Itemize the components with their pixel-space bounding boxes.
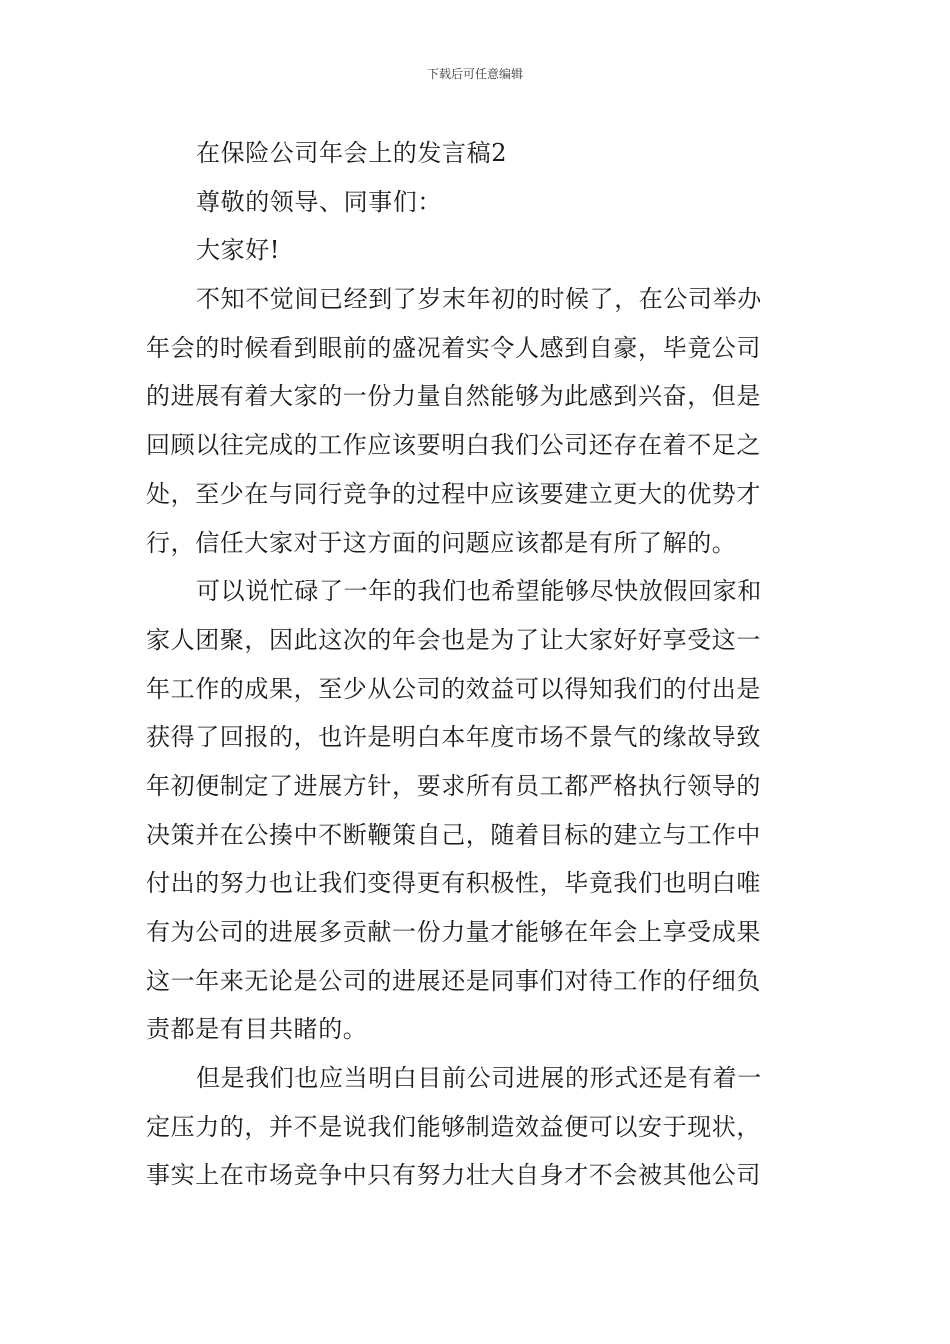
paragraph-line: 责都是有目共睹的。 (146, 1015, 368, 1044)
paragraph-line: 年初便制定了进展方针，要求所有员工都严格执行领导的 (146, 771, 761, 800)
paragraph-line: 付出的努力也让我们变得更有积极性，毕竟我们也明白唯 (146, 869, 761, 898)
document-title: 在保险公司年会上的发言稿2 (196, 139, 508, 167)
greeting: 大家好! (196, 236, 281, 265)
paragraph-line: 定压力的，并不是说我们能够制造效益便可以安于现状， (146, 1112, 761, 1141)
paragraph-line: 年工作的成果，至少从公司的效益可以得知我们的付出是 (146, 674, 761, 703)
paragraph-line: 有为公司的进展多贡献一份力量才能够在年会上享受成果 (146, 918, 761, 946)
paragraph-line: 决策并在公揍中不断鞭策自己，随着目标的建立与工作中 (146, 820, 761, 849)
paragraph-line: 不知不觉间已经到了岁末年初的时候了，在公司举办 (196, 285, 762, 314)
paragraph-line: 行，信任大家对于这方面的问题应该都是有所了解的。 (146, 528, 737, 557)
paragraph-line: 处，至少在与同行竞争的过程中应该要建立更大的优势才 (146, 479, 761, 508)
page-header-note: 下载后可任意编辑 (426, 67, 523, 81)
paragraph-line: 事实上在市场竞争中只有努力壮大自身才不会被其他公司 (146, 1161, 761, 1190)
salutation: 尊敬的领导、同事们： (196, 187, 442, 216)
paragraph-line: 可以说忙碌了一年的我们也希望能够尽快放假回家和 (196, 577, 762, 606)
paragraph-line: 的进展有着大家的一份力量自然能够为此感到兴奋，但是 (146, 382, 761, 411)
paragraph-line: 这一年来无论是公司的进展还是同事们对待工作的仔细负 (146, 966, 761, 995)
paragraph-2 (146, 567, 810, 1054)
paragraph-3 (146, 1054, 810, 1200)
paragraph-line: 但是我们也应当明白目前公司进展的形式还是有着一 (196, 1064, 762, 1093)
paragraph-line: 获得了回报的，也许是明白本年度市场不景气的缘故导致 (146, 723, 761, 752)
paragraph-line: 回顾以往完成的工作应该要明白我们公司还存在着不足之 (146, 431, 761, 460)
document-body (146, 129, 810, 1200)
paragraph-line: 家人团聚，因此这次的年会也是为了让大家好好享受这一 (146, 625, 761, 654)
paragraph-1 (146, 275, 810, 567)
paragraph-line: 年会的时候看到眼前的盛况着实令人感到自豪，毕竟公司 (146, 333, 761, 362)
